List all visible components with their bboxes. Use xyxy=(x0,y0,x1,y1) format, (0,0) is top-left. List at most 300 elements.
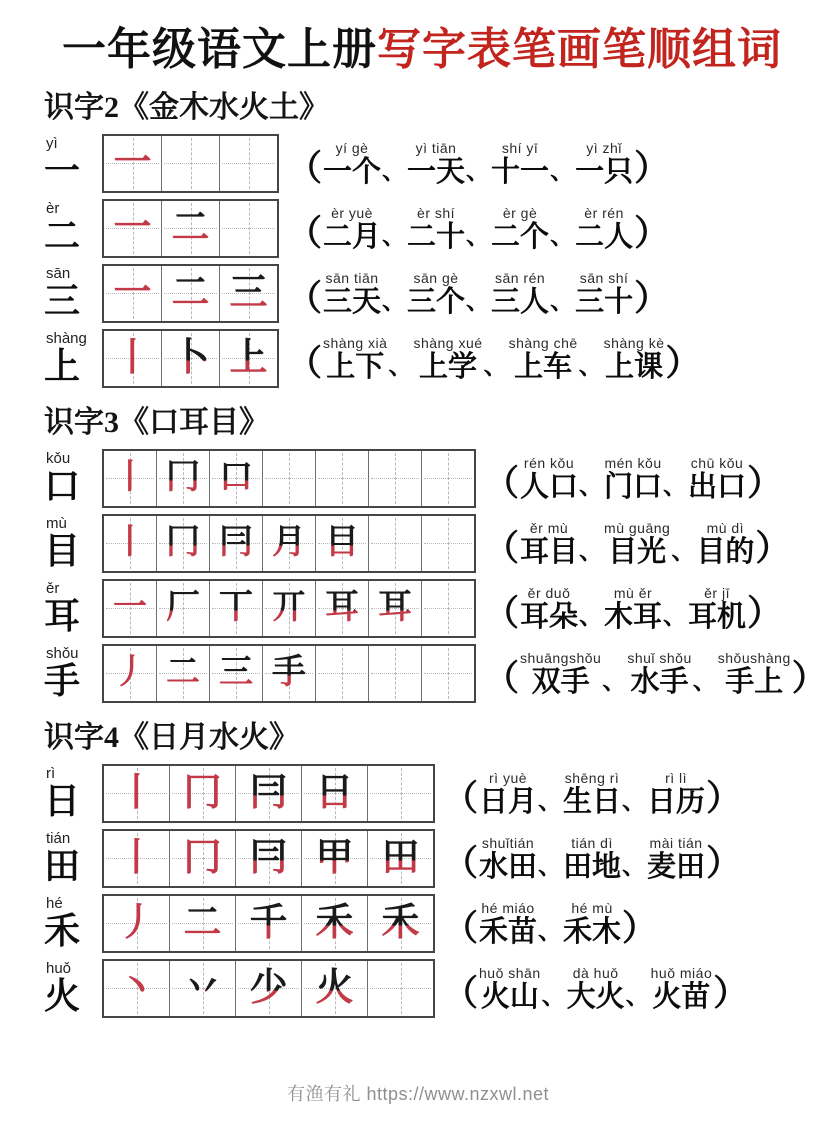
row-character: 田 xyxy=(44,845,81,886)
character-row xyxy=(44,449,800,508)
paren-open: （ xyxy=(484,659,520,699)
stroke-glyph: 丨 xyxy=(113,524,147,562)
paren-close: ） xyxy=(634,279,670,319)
cell-guide-horizontal xyxy=(371,673,419,674)
stroke-glyph: 月 xyxy=(263,516,315,571)
char-column xyxy=(44,896,102,951)
word-group xyxy=(563,770,621,817)
stroke-cell xyxy=(369,516,422,571)
stroke-cell xyxy=(104,581,157,636)
word-list xyxy=(484,649,827,699)
stroke-glyph: 千 xyxy=(236,896,301,951)
word-separator: 、 xyxy=(483,354,508,381)
cell-guide-horizontal xyxy=(424,543,472,544)
paren-open: （ xyxy=(287,214,323,254)
word-pinyin: shēng rì xyxy=(564,769,620,786)
stroke-cell xyxy=(316,646,369,701)
character-row xyxy=(44,579,800,638)
paren-close: ） xyxy=(665,344,701,384)
char-pinyin: tián xyxy=(46,829,71,847)
char-pinyin: shàng xyxy=(46,329,87,347)
word-text: 日历 xyxy=(647,785,706,818)
word-group xyxy=(479,835,537,882)
word-pinyin: sān shí xyxy=(579,269,629,286)
word-text: 耳机 xyxy=(688,600,747,633)
word-separator: 、 xyxy=(663,604,688,631)
stroke-glyph: 冂 xyxy=(157,451,209,506)
word-pinyin: shàng xià xyxy=(323,334,388,351)
cell-guide-horizontal xyxy=(424,478,472,479)
cell-guide-horizontal xyxy=(371,543,419,544)
stroke-cell xyxy=(210,581,263,636)
character-row xyxy=(44,959,800,1018)
stroke-cell xyxy=(302,766,368,821)
word-text: 二十 xyxy=(407,220,466,253)
stroke-order-grid xyxy=(102,894,435,953)
stroke-cell xyxy=(422,646,474,701)
word-text: 火苗 xyxy=(652,980,711,1013)
word-text: 人口 xyxy=(520,470,579,503)
char-pinyin: sān xyxy=(46,264,71,282)
paren-close: ） xyxy=(622,909,658,949)
word-group xyxy=(520,455,578,502)
word-list xyxy=(287,140,800,187)
cell-guide-horizontal xyxy=(424,673,472,674)
word-group xyxy=(407,140,465,187)
word-pinyin: chū kǒu xyxy=(690,454,744,471)
word-group xyxy=(604,520,670,567)
stroke-cell xyxy=(104,961,170,1016)
word-text: 三十 xyxy=(575,285,634,318)
char-column xyxy=(44,331,102,386)
word-pinyin: shàng xué xyxy=(413,334,483,351)
paren-close: ） xyxy=(706,844,742,884)
word-separator: 、 xyxy=(602,669,627,696)
row-character: 耳 xyxy=(44,595,81,636)
stroke-glyph: 火 xyxy=(302,961,367,1016)
stroke-cell xyxy=(220,201,277,256)
word-text: 上学 xyxy=(419,350,478,383)
stroke-glyph: 二 xyxy=(170,896,235,951)
stroke-cell xyxy=(316,516,369,571)
char-pinyin: ěr xyxy=(46,579,60,597)
word-text: 上课 xyxy=(605,350,664,383)
cell-guide-horizontal xyxy=(318,673,366,674)
stroke-cell xyxy=(104,451,157,506)
word-group xyxy=(696,520,754,567)
word-separator: 、 xyxy=(382,159,407,186)
row-character: 上 xyxy=(44,345,81,386)
cell-guide-horizontal xyxy=(164,163,217,164)
char-pinyin: rì xyxy=(46,764,56,782)
stroke-cell xyxy=(302,961,368,1016)
word-separator: 、 xyxy=(466,159,491,186)
word-separator: 、 xyxy=(382,224,407,251)
stroke-glyph: 丅 xyxy=(210,581,262,636)
word-text: 手上 xyxy=(725,665,784,698)
word-text: 禾苗 xyxy=(479,915,538,948)
word-group xyxy=(563,900,621,947)
word-pinyin: ěr duǒ xyxy=(527,584,571,601)
stroke-cell xyxy=(369,646,422,701)
stroke-glyph: 丿 xyxy=(113,654,147,692)
paren-close: ） xyxy=(755,529,791,569)
row-character: 日 xyxy=(44,780,81,821)
character-row xyxy=(44,644,827,703)
character-row xyxy=(44,514,800,573)
cell-guide-horizontal xyxy=(222,163,275,164)
word-text: 木耳 xyxy=(604,600,663,633)
paren-close: ） xyxy=(713,974,749,1014)
word-group xyxy=(604,335,665,382)
word-text: 大火 xyxy=(566,980,625,1013)
word-separator: 、 xyxy=(671,539,696,566)
stroke-cell xyxy=(236,831,302,886)
stroke-cell xyxy=(104,331,162,386)
stroke-glyph: 一 xyxy=(113,589,147,627)
paren-close: ） xyxy=(747,594,783,634)
word-group xyxy=(323,140,381,187)
word-list xyxy=(287,335,800,382)
stroke-cell xyxy=(157,451,210,506)
word-text: 目的 xyxy=(696,535,755,568)
word-group xyxy=(575,140,633,187)
stroke-order-grid xyxy=(102,134,279,193)
stroke-cell xyxy=(316,451,369,506)
stroke-glyph: 耳 xyxy=(316,581,368,636)
stroke-cell xyxy=(104,266,162,321)
stroke-glyph: 禾 xyxy=(368,896,433,951)
word-pinyin: shuǐ shǒu xyxy=(627,649,692,666)
stroke-glyph: 目 xyxy=(316,516,368,571)
stroke-cell xyxy=(422,516,474,571)
stroke-glyph: 冃 xyxy=(236,766,301,821)
stroke-glyph: 甲 xyxy=(302,831,367,886)
word-pinyin: rén kǒu xyxy=(523,454,575,471)
stroke-cell xyxy=(368,831,433,886)
stroke-cell xyxy=(236,961,302,1016)
row-character: 禾 xyxy=(44,910,81,951)
character-row xyxy=(44,829,800,888)
stroke-cell xyxy=(170,766,236,821)
character-row xyxy=(44,199,800,258)
sections-container xyxy=(44,90,827,1018)
word-text: 一天 xyxy=(407,155,466,188)
stroke-glyph: 二 xyxy=(157,646,209,701)
stroke-order-grid xyxy=(102,829,435,888)
stroke-order-grid xyxy=(102,449,476,508)
word-text: 双手 xyxy=(531,665,590,698)
row-character: 火 xyxy=(44,975,81,1016)
word-pinyin: èr yuè xyxy=(331,204,373,221)
character-row xyxy=(44,764,800,823)
stroke-glyph: 丨 xyxy=(117,772,156,815)
word-pinyin: yì zhǐ xyxy=(586,139,622,156)
stroke-cell xyxy=(220,266,277,321)
paren-close: ） xyxy=(634,214,670,254)
word-group xyxy=(520,520,578,567)
stroke-glyph: 丨 xyxy=(113,459,147,497)
cell-guide-horizontal xyxy=(318,478,366,479)
word-group xyxy=(627,650,691,697)
word-pinyin: yí gè xyxy=(335,139,369,156)
row-character: 二 xyxy=(44,215,81,256)
stroke-glyph: 田 xyxy=(368,831,433,886)
stroke-glyph: 二 xyxy=(162,201,219,256)
word-text: 火山 xyxy=(480,980,539,1013)
cell-guide-horizontal xyxy=(222,228,275,229)
word-group xyxy=(479,900,537,947)
stroke-cell xyxy=(157,646,210,701)
word-group xyxy=(651,965,713,1012)
word-group xyxy=(688,455,746,502)
stroke-glyph: 一 xyxy=(113,207,152,250)
stroke-cell xyxy=(220,331,277,386)
stroke-order-grid xyxy=(102,264,279,323)
word-text: 禾木 xyxy=(563,915,622,948)
word-pinyin: mài tián xyxy=(649,834,703,851)
word-pinyin: hé miáo xyxy=(481,899,535,916)
word-group xyxy=(647,835,705,882)
word-separator: 、 xyxy=(538,919,563,946)
word-pinyin: tián dì xyxy=(571,834,613,851)
word-group xyxy=(509,335,578,382)
stroke-cell xyxy=(162,266,220,321)
stroke-cell xyxy=(369,451,422,506)
row-character: 三 xyxy=(44,280,81,321)
stroke-cell xyxy=(210,646,263,701)
word-pinyin: ěr jī xyxy=(704,584,730,601)
stroke-order-grid xyxy=(102,199,279,258)
stroke-glyph: 三 xyxy=(210,646,262,701)
character-row xyxy=(44,264,800,323)
word-pinyin: shàng kè xyxy=(603,334,665,351)
word-group xyxy=(575,205,633,252)
word-group xyxy=(323,335,387,382)
stroke-cell xyxy=(316,581,369,636)
paren-close: ） xyxy=(791,659,827,699)
word-list xyxy=(287,205,800,252)
stroke-cell xyxy=(104,516,157,571)
word-separator: 、 xyxy=(541,984,566,1011)
word-pinyin: shí yī xyxy=(501,139,539,156)
char-column xyxy=(44,451,102,506)
word-list xyxy=(484,455,800,502)
stroke-cell xyxy=(369,581,422,636)
word-list xyxy=(484,520,800,567)
stroke-cell xyxy=(162,201,220,256)
word-list xyxy=(287,270,800,317)
word-pinyin: mén kǒu xyxy=(604,454,662,471)
word-pinyin: rì yuè xyxy=(489,769,528,786)
stroke-glyph: 卜 xyxy=(162,331,219,386)
word-text: 三人 xyxy=(491,285,550,318)
word-separator: 、 xyxy=(466,224,491,251)
stroke-order-grid xyxy=(102,514,476,573)
word-group xyxy=(479,965,541,1012)
word-pinyin: huǒ miáo xyxy=(650,964,713,981)
paren-close: ） xyxy=(747,464,783,504)
word-group xyxy=(563,835,621,882)
word-separator: 、 xyxy=(663,474,688,501)
paren-open: （ xyxy=(287,279,323,319)
word-separator: 、 xyxy=(579,539,604,566)
stroke-order-grid xyxy=(102,579,476,638)
word-pinyin: mù guāng xyxy=(604,519,671,536)
footer-watermark: 有渔有礼 https://www.nzxwl.net xyxy=(286,1084,550,1104)
word-text: 目光 xyxy=(608,535,667,568)
stroke-glyph: 口 xyxy=(210,451,262,506)
word-separator: 、 xyxy=(538,789,563,816)
paren-open: （ xyxy=(443,909,479,949)
stroke-order-grid xyxy=(102,764,435,823)
stroke-glyph: 二 xyxy=(162,266,219,321)
word-separator: 、 xyxy=(578,354,603,381)
word-text: 一只 xyxy=(575,155,634,188)
stroke-glyph: 耳 xyxy=(369,581,421,636)
word-pinyin: sān rén xyxy=(494,269,546,286)
word-list xyxy=(484,585,800,632)
word-list xyxy=(443,900,800,947)
char-column xyxy=(44,136,102,191)
character-row xyxy=(44,894,800,953)
paren-open: （ xyxy=(484,529,520,569)
word-text: 门口 xyxy=(604,470,663,503)
char-pinyin: huǒ xyxy=(46,959,72,977)
word-separator: 、 xyxy=(538,854,563,881)
word-separator: 、 xyxy=(382,289,407,316)
word-text: 二月 xyxy=(323,220,382,253)
section-heading: 识字3《口耳目》 xyxy=(44,405,269,439)
stroke-cell xyxy=(220,136,277,191)
word-group xyxy=(567,965,625,1012)
stroke-glyph: 丌 xyxy=(263,581,315,636)
stroke-cell xyxy=(104,136,162,191)
word-pinyin: shuǐtián xyxy=(481,834,535,851)
stroke-order-grid xyxy=(102,959,435,1018)
word-list xyxy=(443,965,800,1012)
char-pinyin: mù xyxy=(46,514,67,532)
stroke-glyph: 丨 xyxy=(117,837,156,880)
word-pinyin: mù ěr xyxy=(613,584,653,601)
stroke-glyph: 冂 xyxy=(183,837,222,880)
word-pinyin: shǒushàng xyxy=(717,649,791,666)
char-column xyxy=(44,646,102,701)
stroke-glyph: 冂 xyxy=(157,516,209,571)
word-pinyin: rì lì xyxy=(665,769,688,786)
stroke-glyph: 上 xyxy=(220,331,277,386)
title-red-part: 写字表笔画笔顺组词 xyxy=(377,25,782,74)
stroke-glyph: 少 xyxy=(236,961,301,1016)
stroke-cell xyxy=(236,896,302,951)
stroke-glyph: 丷 xyxy=(170,961,235,1016)
paren-open: （ xyxy=(484,464,520,504)
stroke-cell xyxy=(422,581,474,636)
stroke-cell xyxy=(104,201,162,256)
word-text: 生日 xyxy=(563,785,622,818)
stroke-cell xyxy=(170,961,236,1016)
stroke-cell xyxy=(104,646,157,701)
stroke-cell xyxy=(104,766,170,821)
stroke-glyph: 一 xyxy=(113,142,152,185)
word-separator: 、 xyxy=(622,854,647,881)
stroke-glyph: 丶 xyxy=(117,967,156,1010)
char-pinyin: shǒu xyxy=(46,644,79,662)
char-column xyxy=(44,266,102,321)
paren-open: （ xyxy=(443,844,479,884)
cell-guide-horizontal xyxy=(424,608,472,609)
stroke-cell xyxy=(302,896,368,951)
word-group xyxy=(718,650,791,697)
stroke-cell xyxy=(263,581,316,636)
row-character: 口 xyxy=(44,465,81,506)
word-text: 水手 xyxy=(630,665,689,698)
char-pinyin: hé xyxy=(46,894,63,912)
char-column xyxy=(44,831,102,886)
stroke-cell xyxy=(368,961,433,1016)
word-text: 三个 xyxy=(407,285,466,318)
stroke-glyph: 冃 xyxy=(236,831,301,886)
section-heading: 识字2《金木水火土》 xyxy=(44,90,329,124)
stroke-glyph: 丨 xyxy=(113,337,152,380)
word-separator: 、 xyxy=(579,604,604,631)
stroke-cell xyxy=(104,896,170,951)
stroke-glyph: 手 xyxy=(263,646,315,701)
stroke-cell xyxy=(368,766,433,821)
row-character: 手 xyxy=(44,660,81,701)
word-pinyin: shàng chē xyxy=(508,334,578,351)
stroke-cell xyxy=(302,831,368,886)
paren-open: （ xyxy=(287,344,323,384)
word-text: 日月 xyxy=(479,785,538,818)
word-text: 上下 xyxy=(326,350,385,383)
word-separator: 、 xyxy=(550,224,575,251)
word-separator: 、 xyxy=(550,159,575,186)
word-pinyin: shuāngshǒu xyxy=(520,649,602,666)
stroke-cell xyxy=(104,831,170,886)
stroke-glyph: 厂 xyxy=(157,581,209,636)
stroke-glyph: 丿 xyxy=(117,902,156,945)
word-group xyxy=(323,270,381,317)
word-group xyxy=(520,650,601,697)
stroke-cell xyxy=(157,581,210,636)
word-pinyin: sān gè xyxy=(413,269,459,286)
word-list xyxy=(443,835,800,882)
word-separator: 、 xyxy=(579,474,604,501)
stroke-cell xyxy=(162,331,220,386)
stroke-cell xyxy=(210,516,263,571)
stroke-cell xyxy=(236,766,302,821)
stroke-cell xyxy=(157,516,210,571)
stroke-cell xyxy=(170,831,236,886)
stroke-order-grid xyxy=(102,329,279,388)
word-separator: 、 xyxy=(622,789,647,816)
word-group xyxy=(413,335,482,382)
stroke-glyph: 冃 xyxy=(210,516,262,571)
word-group xyxy=(479,770,537,817)
word-text: 水田 xyxy=(479,850,538,883)
word-pinyin: ěr mù xyxy=(529,519,569,536)
word-pinyin: dà huǒ xyxy=(572,964,619,981)
word-separator: 、 xyxy=(625,984,650,1011)
word-text: 出口 xyxy=(688,470,747,503)
word-pinyin: èr gè xyxy=(502,204,538,221)
word-pinyin: mù dì xyxy=(706,519,745,536)
word-pinyin: èr shí xyxy=(417,204,456,221)
word-text: 耳朵 xyxy=(520,600,579,633)
word-group xyxy=(604,585,662,632)
word-group xyxy=(520,585,578,632)
